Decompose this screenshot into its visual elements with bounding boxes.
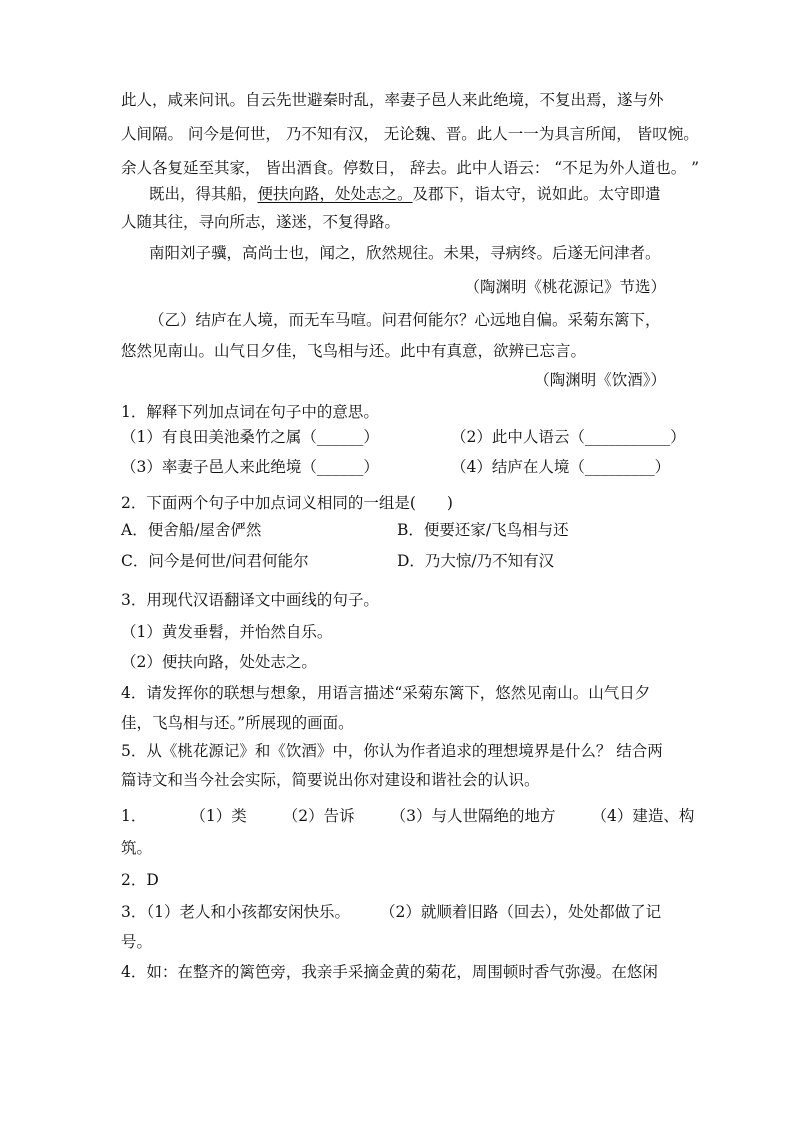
passage-line-2: 人间隔。 问今是何世， 乃不知有汉， 无论魏、晋。此人一一为具言所闻， 皆叹惋。 [121, 125, 699, 143]
passage-line-5: 人随其往，寻向所志，遂迷，不复得路。 [121, 213, 401, 231]
question-4-line-2: 佳，飞鸟相与还。”所展现的画面。 [121, 714, 354, 732]
question-3: 3．用现代汉语翻译文中画线的句子。 [121, 591, 379, 609]
question-1-item-1: （1）有良田美池桑竹之属（______） [121, 428, 379, 446]
question-1-item-3: （3）率妻子邑人来此绝境（______） [121, 458, 379, 476]
answer-1-number: 1． [121, 807, 147, 825]
question-2-row-1 [121, 519, 681, 541]
option-a: A．便舍船/屋舍俨然 [121, 521, 262, 539]
answer-4-line-1: 4．如：在整齐的篱笆旁，我亲手采摘金黄的菊花，周围顿时香气弥漫。在悠闲 [121, 963, 658, 981]
passage-line-4-post: 及郡下，诣太守，说如此。太守即遣 [412, 185, 661, 203]
question-1-row-2 [121, 456, 681, 478]
option-c: C．问今是何世/问君何能尔 [121, 552, 309, 570]
answer-1-item-1: （1）类 [190, 807, 247, 825]
passage-line-6: 南阳刘子骥，高尚士也，闻之，欣然规往。未果，寻病终。后遂无问津者。 [149, 244, 661, 262]
question-1-row-1 [121, 426, 686, 448]
question-5-line-2: 篇诗文和当今社会实际，简要说出你对建设和谐社会的认识。 [121, 771, 540, 789]
answer-2: 2．D [121, 871, 159, 889]
source-taohuayuan: （陶渊明《桃花源记》节选） [464, 278, 666, 296]
answer-1-line-1 [121, 805, 695, 827]
question-2-row-2 [121, 550, 681, 572]
answer-3-item-2: （2）就顺着旧路（回去），处处都做了记 [379, 903, 662, 921]
passage-line-3: 余人各复延至其家， 皆出酒食。停数日， 辞去。此中人语云： “不足为外人道也。 ” [121, 159, 700, 177]
question-2: 2．下面两个句子中加点词义相同的一组是( ) [121, 494, 453, 512]
question-3-item-1: （1）黄发垂髫，并怡然自乐。 [121, 623, 333, 641]
passage-line-1: 此人，咸来问讯。自云先世避秦时乱，率妻子邑人来此绝境，不复出焉，遂与外 [121, 91, 664, 109]
option-d: D．乃大惊/乃不知有汉 [397, 552, 555, 570]
answer-3-line-2: 号。 [121, 933, 153, 951]
answer-3-item-1: 3．（1）老人和小孩都安闲快乐。 [121, 903, 350, 921]
question-3-item-2: （2）便扶向路，处处志之。 [121, 653, 317, 671]
passage-line-4 [149, 183, 681, 205]
question-1: 1．解释下列加点词在句子中的意思。 [121, 403, 379, 421]
poem-line-2: 悠然见南山。山气日夕佳，飞鸟相与还。此中有真意，欲辨已忘言。 [121, 342, 587, 360]
answer-1-line-2: 筑。 [121, 839, 153, 857]
poem-line-1: （乙）结庐在人境，而无车马喧。问君何能尔？心远地自偏。采菊东篱下， [149, 311, 661, 329]
answer-1-item-2: （2）告诉 [282, 807, 355, 825]
passage-line-4-pre: 既出，得其船， [149, 185, 258, 203]
source-yinjiu: （陶渊明《饮酒》） [534, 371, 666, 389]
question-1-item-2: （2）此中人语云（___________） [451, 428, 686, 446]
option-b: B．便要还家/飞鸟相与还 [397, 521, 569, 539]
question-5-line-1: 5．从《桃花源记》和《饮酒》中，你认为作者追求的理想境界是什么？ 结合两 [121, 742, 663, 760]
answer-3-line-1 [121, 901, 681, 923]
answer-1-item-3: （3）与人世隔绝的地方 [390, 807, 556, 825]
question-4-line-1: 4．请发挥你的联想与想象，用语言描述“采菊东篱下，悠然见南山。山气日夕 [121, 684, 651, 702]
question-1-item-4: （4）结庐在人境（_________） [451, 458, 671, 476]
answer-1-item-4: （4）建造、构 [591, 807, 695, 825]
underlined-sentence: 便扶向路，处处志之。 [257, 185, 413, 203]
